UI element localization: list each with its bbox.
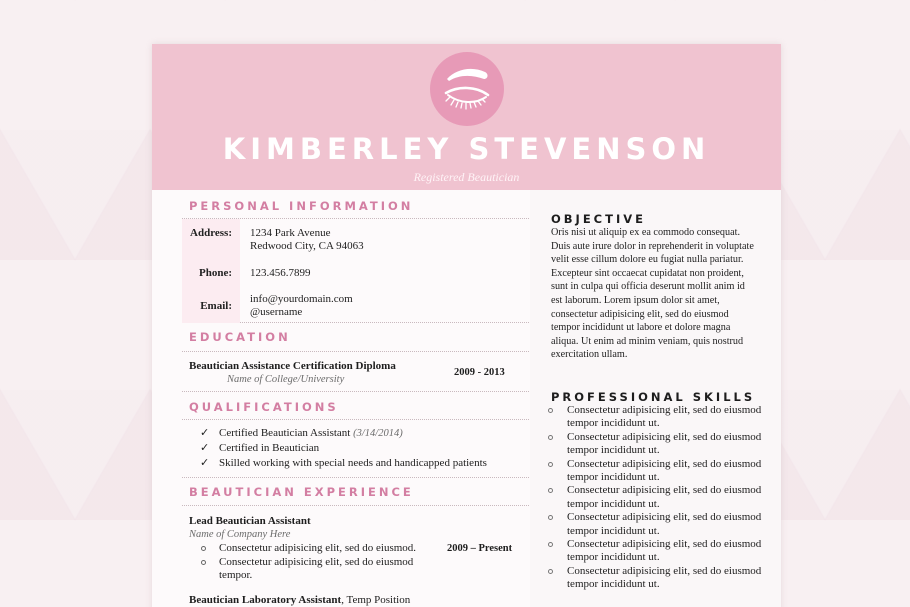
- circle-bullet-icon: [548, 542, 553, 547]
- qualification-text: Certified Beautician Assistant: [219, 427, 351, 439]
- circle-bullet-icon: [201, 560, 206, 565]
- circle-bullet-icon: [548, 435, 553, 440]
- address-line-2: Redwood City, CA 94063: [250, 240, 364, 252]
- qualifications-list: [182, 420, 529, 478]
- objective-text: Oris nisi ut aliquip ex ea commodo consequat. Duis aute irure dolor in reprehenderit in voluptate velit esse cillum dolore eu fugiat nulla pariatur. Excepteur sint occaecat cupidatat non proident, sunt in culpa qui officia deserunt mollit anim id est laborum. Lorem ipsum dolor sit amet, consectetur adipisicing elit, sed do eiusmod tempor incididunt ut labore et dolore magna aliqua. Ut enim ad minim veniam, quis nostrud exercitation ullam.: [551, 227, 754, 361]
- bullet-text: Consectetur adipisicing elit, sed do eiusmod tempor.: [219, 555, 414, 581]
- job-position-title: Beautician Laboratory Assistant: [189, 594, 342, 606]
- qualification-item: [182, 456, 529, 471]
- address-line-1: 1234 Park Avenue: [250, 227, 331, 239]
- bullet-text: Consectetur adipisicing elit, sed do eiusmod.: [219, 542, 417, 554]
- circle-bullet-icon: [548, 488, 553, 493]
- experience-entry: [182, 506, 529, 606]
- section-title-professional-skills: PROFESSIONAL SKILLS: [551, 390, 756, 404]
- email-address: info@yourdomain.com: [250, 293, 353, 305]
- section-title-objective: OBJECTIVE: [551, 212, 646, 226]
- company-name: Name of Company Here: [189, 529, 291, 540]
- skills-list: [530, 404, 770, 592]
- job-bullet: [182, 542, 432, 556]
- personal-info-table: [182, 219, 529, 323]
- phone-label: Phone:: [199, 267, 232, 279]
- circle-bullet-icon: [548, 515, 553, 520]
- resume-header: [152, 44, 781, 190]
- personal-info-heading-row: [182, 190, 529, 219]
- circle-bullet-icon: [548, 462, 553, 467]
- qualifications-heading-row: [182, 392, 529, 420]
- skill-item: [530, 565, 770, 592]
- social-handle: @username: [250, 306, 303, 318]
- skill-item: [530, 431, 770, 458]
- job-position-2: [189, 594, 410, 606]
- phone-value: [250, 267, 311, 280]
- circle-bullet-icon: [548, 408, 553, 413]
- circle-bullet-icon: [201, 546, 206, 551]
- qualification-item: [182, 441, 529, 456]
- circle-bullet-icon: [548, 569, 553, 574]
- skill-item: [530, 511, 770, 538]
- section-title-qualifications: QUALIFICATIONS: [189, 400, 339, 414]
- skill-text: Consectetur adipisicing elit, sed do eiusmod tempor incididunt ut.: [567, 511, 762, 537]
- qualification-text: Skilled working with special needs and handicapped patients: [219, 457, 487, 469]
- phone-number: 123.456.7899: [250, 267, 311, 279]
- right-column: [530, 190, 781, 607]
- closed-eye-with-eyebrow-icon: [430, 52, 504, 126]
- resume-page: [152, 44, 781, 607]
- qualification-item: [182, 426, 529, 441]
- email-label: Email:: [200, 300, 232, 312]
- candidate-name: KIMBERLEY STEVENSON: [222, 132, 711, 166]
- school-name: Name of College/University: [227, 374, 345, 385]
- skill-item: [530, 404, 770, 431]
- skill-text: Consectetur adipisicing elit, sed do eiusmod tempor incididunt ut.: [567, 564, 762, 591]
- degree-name: Beautician Assistance Certification Diploma: [189, 360, 396, 372]
- skill-item: [530, 538, 770, 565]
- job-bullets: [182, 542, 432, 583]
- checkmark-icon: ✓: [200, 457, 210, 469]
- qualification-text: Certified in Beautician: [219, 442, 320, 454]
- education-heading-row: [182, 323, 529, 352]
- left-column: [182, 190, 529, 606]
- checkmark-icon: ✓: [200, 442, 210, 454]
- email-value: [250, 293, 353, 319]
- job-years: 2009 – Present: [447, 543, 513, 554]
- skill-text: Consectetur adipisicing elit, sed do eiusmod tempor incididunt ut.: [567, 538, 762, 564]
- job-position: Lead Beautician Assistant: [189, 515, 311, 527]
- job-bullet: [182, 556, 432, 583]
- education-entry: [182, 352, 529, 392]
- education-years: 2009 - 2013: [454, 367, 505, 378]
- address-label: Address:: [190, 227, 232, 239]
- checkmark-icon: ✓: [200, 427, 210, 439]
- skill-item: [530, 458, 770, 485]
- section-title-personal-information: PERSONAL INFORMATION: [189, 199, 414, 213]
- skill-text: Consectetur adipisicing elit, sed do eiusmod tempor incididunt ut.: [567, 404, 762, 430]
- qualification-date: (3/14/2014): [353, 428, 403, 439]
- skill-text: Consectetur adipisicing elit, sed do eiusmod tempor incididunt ut.: [567, 484, 762, 510]
- skill-text: Consectetur adipisicing elit, sed do eiusmod tempor incididunt ut.: [567, 430, 762, 457]
- experience-heading-row: [182, 478, 529, 506]
- candidate-title: Registered Beautician: [413, 170, 520, 184]
- section-title-beautician-experience: BEAUTICIAN EXPERIENCE: [189, 485, 414, 499]
- address-value: [250, 227, 364, 253]
- skill-text: Consectetur adipisicing elit, sed do eiusmod tempor incididunt ut.: [567, 457, 762, 484]
- section-title-education: EDUCATION: [189, 330, 291, 344]
- skill-item: [530, 484, 770, 511]
- job-position-type: , Temp Position: [341, 594, 411, 606]
